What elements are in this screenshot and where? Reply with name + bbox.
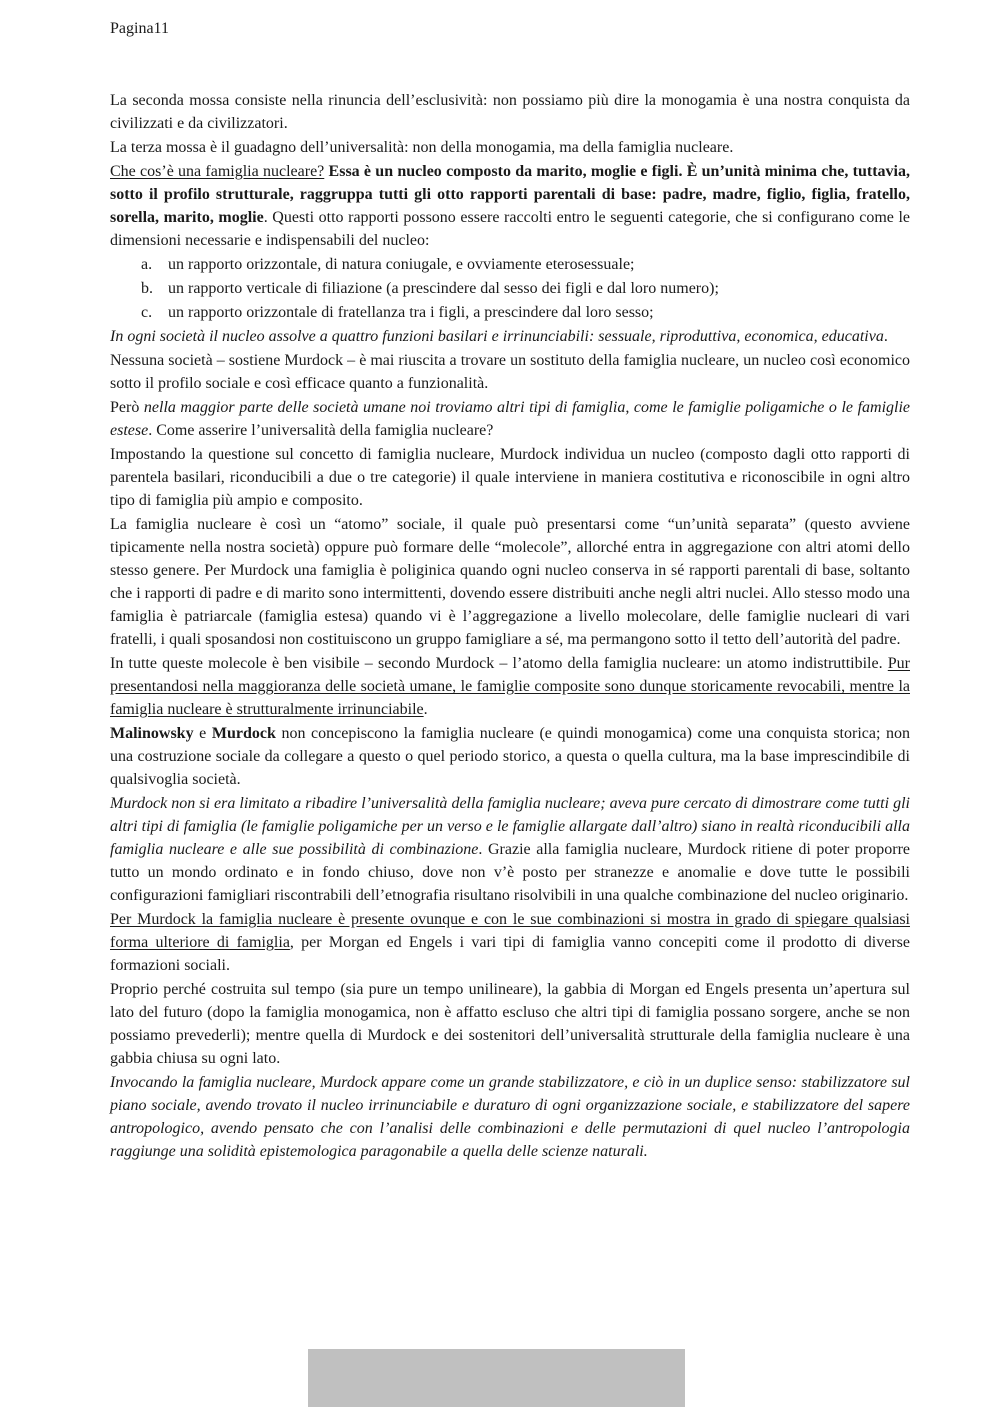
italic-text: Murdock non si era limitato a ribadire l’universalità della famiglia nucleare; aveva pure cercato di dimostrare come tutti gli altri tipi di famiglia (le famiglie poligamiche per un verso e le famiglie allargate dall’altro) siano in realtà riconducibili alla famiglia nucleare e alle sue possibilità di combinazione [110,795,910,858]
list-marker: c. [141,304,153,321]
paragraph-murdock-vs-morgan [110,908,910,977]
paragraph-malinowsky-murdock [110,722,910,791]
underlined-text: Per Murdock la famiglia nucleare è presente ovunque e con le sue combinazioni si mostra in grado di spiegare qualsiasi forma ulteriore di famiglia [110,911,910,951]
plain-text: . Grazie alla famiglia nucleare, Murdock ritiene di poter proporre tutto un mondo ordinato e in fondo chiuso, dove non v’è posto per stranezze e anomalie e dove tutte le possibili configurazioni famigliari riscontrabili dell’etnografia risultano risolvibili in una qualche combinazione del nucleo originario. [110,841,910,904]
italic-text: nella maggior parte delle società umane noi troviamo altri tipi di famiglia, come le famiglie poligamiche o le famiglie estese [110,399,911,439]
list-marker: b. [141,280,153,297]
list-item [110,301,910,324]
italic-text: In ogni società il nucleo assolve a quattro funzioni basilari e irrinunciabili: sessuale, riproduttiva, economica, educativa [110,328,884,345]
list-item-text: un rapporto verticale di filiazione (a prescindere dal sesso dei figli e dal loro numero); [168,280,719,297]
paragraph-stabilizer: Invocando la famiglia nucleare, Murdock appare come un grande stabilizzatore, e ciò in un duplice senso: stabilizzatore sul piano sociale, avendo trovato il nucleo irrinunciabile e duraturo di ogni organizzazione sociale, e stabilizzatore del sapere antropologico, avendo pensato che con l’analisi delle combinazioni e delle permutazioni di quel nucleo l’antropologia raggiunge una solidità epistemologica paragonabile a quella delle scienze naturali. [110,1074,910,1160]
list-item [110,277,910,300]
plain-text: e [193,725,212,742]
paragraph-four-functions [110,325,910,348]
relationship-categories-list [110,253,910,324]
paragraph-cage: Proprio perché costruita sul tempo (sia pure un tempo unilineare), la gabbia di Morgan ed Engels presenta un’apertura sul lato del futuro (dopo la famiglia monogamica, non è affatto escluso che altri tipi di famiglia possano sorgere, anche se non possiamo prevederli); mentre quella di Murdock e dei sostenitori dell’universalità strutturale della famiglia nucleare è una gabbia chiusa su ogni lato. [110,981,910,1067]
author-name: Murdock [211,725,276,742]
underlined-text: Pur presentandosi nella maggioranza delle società umane, le famiglie composite sono dunque storicamente revocabili, mentre la famiglia nucleare è strutturalmente irrinunciabile [110,655,910,718]
plain-text: Però [110,399,144,416]
paragraph-no-substitute: Nessuna società – sostiene Murdock – è mai riuscita a trovare un sostituto della famiglia nucleare, un nucleo così economico sotto il profilo sociale e così efficace quanto a funzionalità. [110,352,910,392]
footer-gray-bar [308,1349,685,1407]
plain-text: . [423,701,428,718]
list-item-text: un rapporto orizzontale, di natura coniugale, e ovviamente eterosessuale; [168,256,635,273]
plain-text: . Come asserire l’universalità della famiglia nucleare? [148,422,494,439]
plain-text: , per Morgan ed Engels i vari tipi di famiglia vanno concepiti come il prodotto di diverse formazioni sociali. [110,934,910,974]
page-number-label: Pagina11 [110,20,169,37]
list-marker: a. [141,256,153,273]
list-item [110,253,910,276]
paragraph-murdock-nucleus: Impostando la questione sul concetto di famiglia nucleare, Murdock individua un nucleo (composto dagli otto rapporti di parentela basilari, riconducibili a due o tre categorie) il quale interviene in maniera costitutiva e riconoscibile in ogni altro tipo di famiglia più ampio e composito. [110,446,910,509]
paragraph-social-atom: La famiglia nucleare è così un “atomo” sociale, il quale può presentarsi come “un’unità separata” (questo avviene tipicamente nella nostra società) oppure può formare delle “molecole”, allorché entra in aggregazione con altri atomi dello stesso genere. Per Murdock una famiglia è poliginica quando ogni nucleo conserva in sé rapporti parentali di base, soltanto che i rapporti di padre e di marito sono intermittenti, dovendo essere distribuiti anche negli altri nuclei. Allo stesso modo una famiglia è patriarcale (famiglia estesa) quando vi è l’aggregazione a livello molecolare, delle famiglie nucleari di vari fratelli, i quali sposandosi non costituiscono un gruppo famigliare a sé, ma permangono sotto il tetto dell’autorità del padre. [110,516,910,648]
document-body [110,89,910,1164]
plain-text: In tutte queste molecole è ben visibile – secondo Murdock – l’atomo della famiglia nucleare: un atomo indistruttibile. [110,655,888,672]
list-item-text: un rapporto orizzontale di fratellanza tra i figli, a prescindere dal loro sesso; [168,304,654,321]
plain-text: . [883,328,888,345]
definition-bold-text: Essa è un nucleo composto da marito, moglie e figli. È un’unità minima che, tuttavia, sotto il profilo strutturale, raggruppa tutti gli otto rapporti parentali di base: padre, madre, figlio, figlia, fratello, sorella, marito, moglie [110,163,911,226]
paragraph-molecules [110,652,910,721]
plain-text: non concepiscono la famiglia nucleare (e quindi monogamica) come una conquista storica; non una costruzione sociale da collegare a questo o quel periodo storico, a questa o quella cultura, ma la base imprescindibile di qualsivoglia società. [110,725,910,788]
paragraph-other-family-types [110,396,910,442]
paragraph-third-move: La terza mossa è il guadagno dell’universalità: non della monogamia, ma della famiglia nucleare. [110,139,734,156]
question-text: Che cos’è una famiglia nucleare? [110,163,325,180]
author-name: Malinowsky [110,725,194,742]
paragraph-murdock-universality [110,792,910,907]
paragraph-nuclear-family-definition [110,160,910,252]
definition-rest-text: . Questi otto rapporti possono essere raccolti entro le seguenti categorie, che si configurano come le dimensioni necessarie e indispensabili del nucleo: [110,209,910,249]
paragraph-second-move: La seconda mossa consiste nella rinuncia dell’esclusività: non possiamo più dire la monogamia è una nostra conquista da civilizzati e da civilizzatori. [110,92,910,132]
